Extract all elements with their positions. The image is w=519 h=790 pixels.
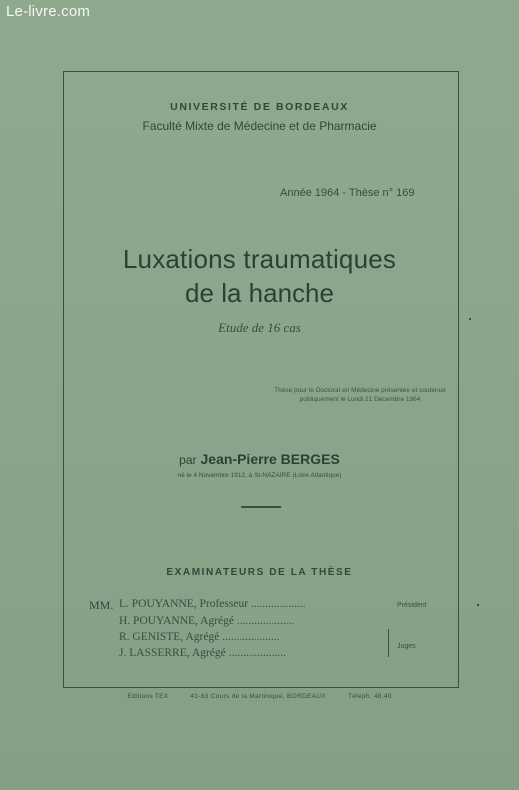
divider	[241, 506, 281, 508]
judges-brace	[384, 629, 389, 657]
examiner-3: R. GENISTE, Agrégé ....................	[119, 631, 280, 643]
role-president: Président	[397, 602, 427, 609]
examiner-1: L. POUYANNE, Professeur ...................	[119, 598, 306, 610]
publisher-name: Editions TEX	[127, 693, 169, 700]
university-name: UNIVERSITÉ DE BORDEAUX	[170, 101, 349, 113]
examiner-2: H. POUYANNE, Agrégé ....................	[119, 615, 295, 627]
author-line	[0, 451, 519, 467]
watermark: Le-livre.com	[6, 3, 91, 20]
title-line-1: Luxations traumatiques	[122, 244, 397, 274]
cover-speck	[477, 604, 479, 606]
publisher-footer	[0, 693, 519, 700]
examiner-4: J. LASSERRE, Agrégé ....................	[119, 647, 287, 659]
publisher-address: 41-63 Cours de la Martinique, BORDEAUX	[190, 693, 326, 700]
subtitle: Etude de 16 cas	[218, 320, 301, 335]
title-line-2: de la hanche	[185, 278, 334, 308]
cover-frame	[63, 71, 459, 688]
cover-speck	[469, 318, 471, 320]
year-thesis-number: Année 1964 - Thèse n° 169	[280, 187, 415, 199]
faculty-name: Faculté Mixte de Médecine et de Pharmacie	[142, 119, 377, 133]
thesis-note: Thèse pour le Doctorat en Médecine présentée et soutenue publiquement le Lundi 21 Décembre 1964	[274, 387, 446, 403]
author-birth: né le 4 Novembre 1912, à St-NAZAIRE (Loire Atlantique)	[177, 472, 342, 479]
examiners-heading: EXAMINATEURS DE LA THÈSE	[166, 567, 353, 578]
by-label: par	[179, 453, 197, 467]
mm-label: MM.	[89, 598, 114, 612]
author-name: Jean-Pierre BERGES	[200, 451, 340, 467]
role-judges: Juges	[397, 643, 416, 650]
publisher-phone: Téléph. 48.40	[347, 693, 392, 700]
